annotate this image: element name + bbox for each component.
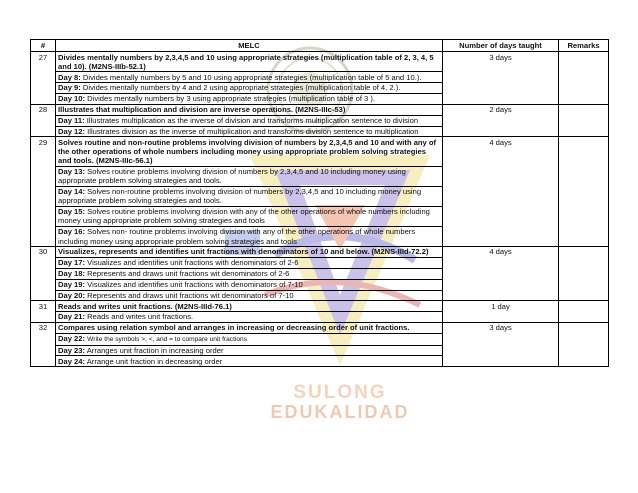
- days-taught: 1 day: [443, 301, 559, 323]
- day-label: Day 15:: [58, 207, 86, 217]
- melc-row: [31, 52, 609, 72]
- day-activity: [56, 166, 443, 186]
- melc-row: [31, 323, 609, 334]
- day-activity: [56, 227, 443, 247]
- day-label: Day 16:: [58, 227, 86, 237]
- day-activity: [56, 356, 443, 367]
- row-number: 30: [31, 247, 56, 301]
- day-activity: [56, 345, 443, 356]
- day-description: Divides mentally numbers by 4 and 2 using appropriate strategies (multiplication table of 4, 2.).: [82, 83, 401, 93]
- days-taught: 2 days: [443, 104, 559, 137]
- day-description: Represents and draws unit fractions wit denominators of 2-6: [87, 269, 290, 279]
- day-label: Day 8:: [58, 72, 81, 82]
- day-label: Day 10:: [58, 94, 86, 104]
- day-description: Arranges unit fraction in increasing order: [86, 345, 224, 355]
- melc-competency: Illustrates that multiplication and division are inverse operations. (M2NS-IIIc-53): [56, 104, 443, 115]
- day-label: Day 11:: [58, 116, 85, 126]
- day-label: Day 17:: [58, 258, 86, 268]
- day-activity: [56, 290, 443, 301]
- melc-row: [31, 137, 609, 166]
- day-description: Reads and writes unit fractions.: [87, 312, 194, 322]
- day-activity: [56, 115, 443, 126]
- day-label: Day 20:: [58, 290, 86, 300]
- watermark-line-1: SULONG: [293, 382, 387, 403]
- day-label: Day 19:: [58, 279, 86, 289]
- melc-competency: Visualizes, represents and identifies unit fractions with denominators of 10 and below. (M2NS-IIId-72.2): [56, 247, 443, 258]
- day-description: Solves routine problems involving division with any of the other operations of whole numbers including money using appropriate problem solving strategies and tools: [58, 207, 430, 226]
- days-taught: 4 days: [443, 247, 559, 301]
- melc-table-body: [31, 52, 609, 367]
- day-label: Day 12:: [58, 126, 86, 136]
- header-row: [31, 40, 609, 52]
- row-number: 28: [31, 104, 56, 137]
- day-description: Visualizes and identifies unit fractions with denominators of 2-6: [87, 258, 299, 268]
- day-label: Day 24:: [58, 356, 86, 366]
- day-activity: [56, 268, 443, 279]
- day-description: Illustrates multiplication as the inverse of division and transforms multiplication sentence to division: [86, 116, 419, 126]
- day-label: Day 21:: [58, 312, 86, 322]
- melc-table: [30, 39, 609, 367]
- day-description: Visualizes and identifies unit fractions with denominators of 7-10: [87, 279, 303, 289]
- melc-competency: Divides mentally numbers by 2,3,4,5 and 10 using appropriate strategies (multiplication table of 2, 3, 4, 5 and 10). (M2NS-IIIb-52.1): [56, 52, 443, 72]
- remarks-cell: [559, 323, 609, 367]
- days-taught: 3 days: [443, 323, 559, 367]
- day-description: Represents and draws unit fractions wit denominators of 7-10: [87, 290, 294, 300]
- melc-row: [31, 301, 609, 312]
- day-activity: [56, 72, 443, 83]
- header-days-taught: Number of days taught: [443, 40, 559, 52]
- remarks-cell: [559, 104, 609, 137]
- day-activity: [56, 279, 443, 290]
- day-label: Day 23:: [58, 345, 86, 355]
- melc-competency: Reads and writes unit fractions. (M2NS-IIId-76.1): [56, 301, 443, 312]
- day-description: Divides mentally numbers by 5 and 10 using appropriate strategies (multiplication table of 5 and 10.).: [82, 72, 422, 82]
- row-number: 29: [31, 137, 56, 247]
- day-description: Divides mentally numbers by 3 using appropriate strategies (multiplication table of 3 ).: [87, 94, 376, 104]
- day-label: Day 18:: [58, 269, 86, 279]
- days-taught: 3 days: [443, 52, 559, 105]
- days-taught: 4 days: [443, 137, 559, 247]
- row-number: 31: [31, 301, 56, 323]
- day-activity: [56, 333, 443, 345]
- row-number: 32: [31, 323, 56, 367]
- remarks-cell: [559, 247, 609, 301]
- row-number: 27: [31, 52, 56, 105]
- melc-competency: Compares using relation symbol and arranges in increasing or decreasing order of unit fractions.: [56, 323, 443, 334]
- remarks-cell: [559, 301, 609, 323]
- remarks-cell: [559, 137, 609, 247]
- watermark-line-2: EDUKALIDAD: [270, 402, 410, 422]
- day-activity: [56, 83, 443, 94]
- header-melc: MELC: [56, 40, 443, 52]
- remarks-cell: [559, 52, 609, 105]
- melc-row: [31, 247, 609, 258]
- day-activity: [56, 126, 443, 137]
- day-description: Illustrates division as the inverse of multiplication and transforms division sentence to multiplication: [87, 126, 419, 136]
- day-activity: [56, 257, 443, 268]
- day-activity: [56, 94, 443, 105]
- day-activity: [56, 206, 443, 226]
- day-label: Day 22:: [58, 334, 86, 344]
- day-label: Day 14:: [58, 187, 86, 197]
- melc-competency: Solves routine and non-routine problems involving division of numbers by 2,3,4,5 and 10 and with any of the other operations of whole numbers including money using appropriate problem solving strategies and tools. (M2NS-IIIc-56.1): [56, 137, 443, 166]
- day-description: Solves routine problems involving division of numbers by 2,3,4,5 and 10 including money using appropriate problem solving strategies and tools.: [58, 167, 406, 186]
- day-label: Day 13:: [58, 167, 86, 177]
- day-description: Arrange unit fraction in decreasing order: [86, 356, 223, 366]
- day-description: Write the symbols >, <, and = to compare unit fractions: [87, 336, 248, 344]
- melc-row: [31, 104, 609, 115]
- day-activity: [56, 312, 443, 323]
- header-remarks: Remarks: [559, 40, 609, 52]
- day-label: Day 9:: [58, 83, 81, 93]
- day-description: Solves non-routine problems involving division of numbers by 2,3,4,5 and 10 including money using appropriate problem solving strategies and tools.: [58, 187, 422, 206]
- day-activity: [56, 186, 443, 206]
- header-number: #: [31, 40, 56, 52]
- day-description: Solves non- routine problems involving division with any of the other operations of whole numbers including money using appropriate problem solving strategies and tools: [58, 227, 416, 246]
